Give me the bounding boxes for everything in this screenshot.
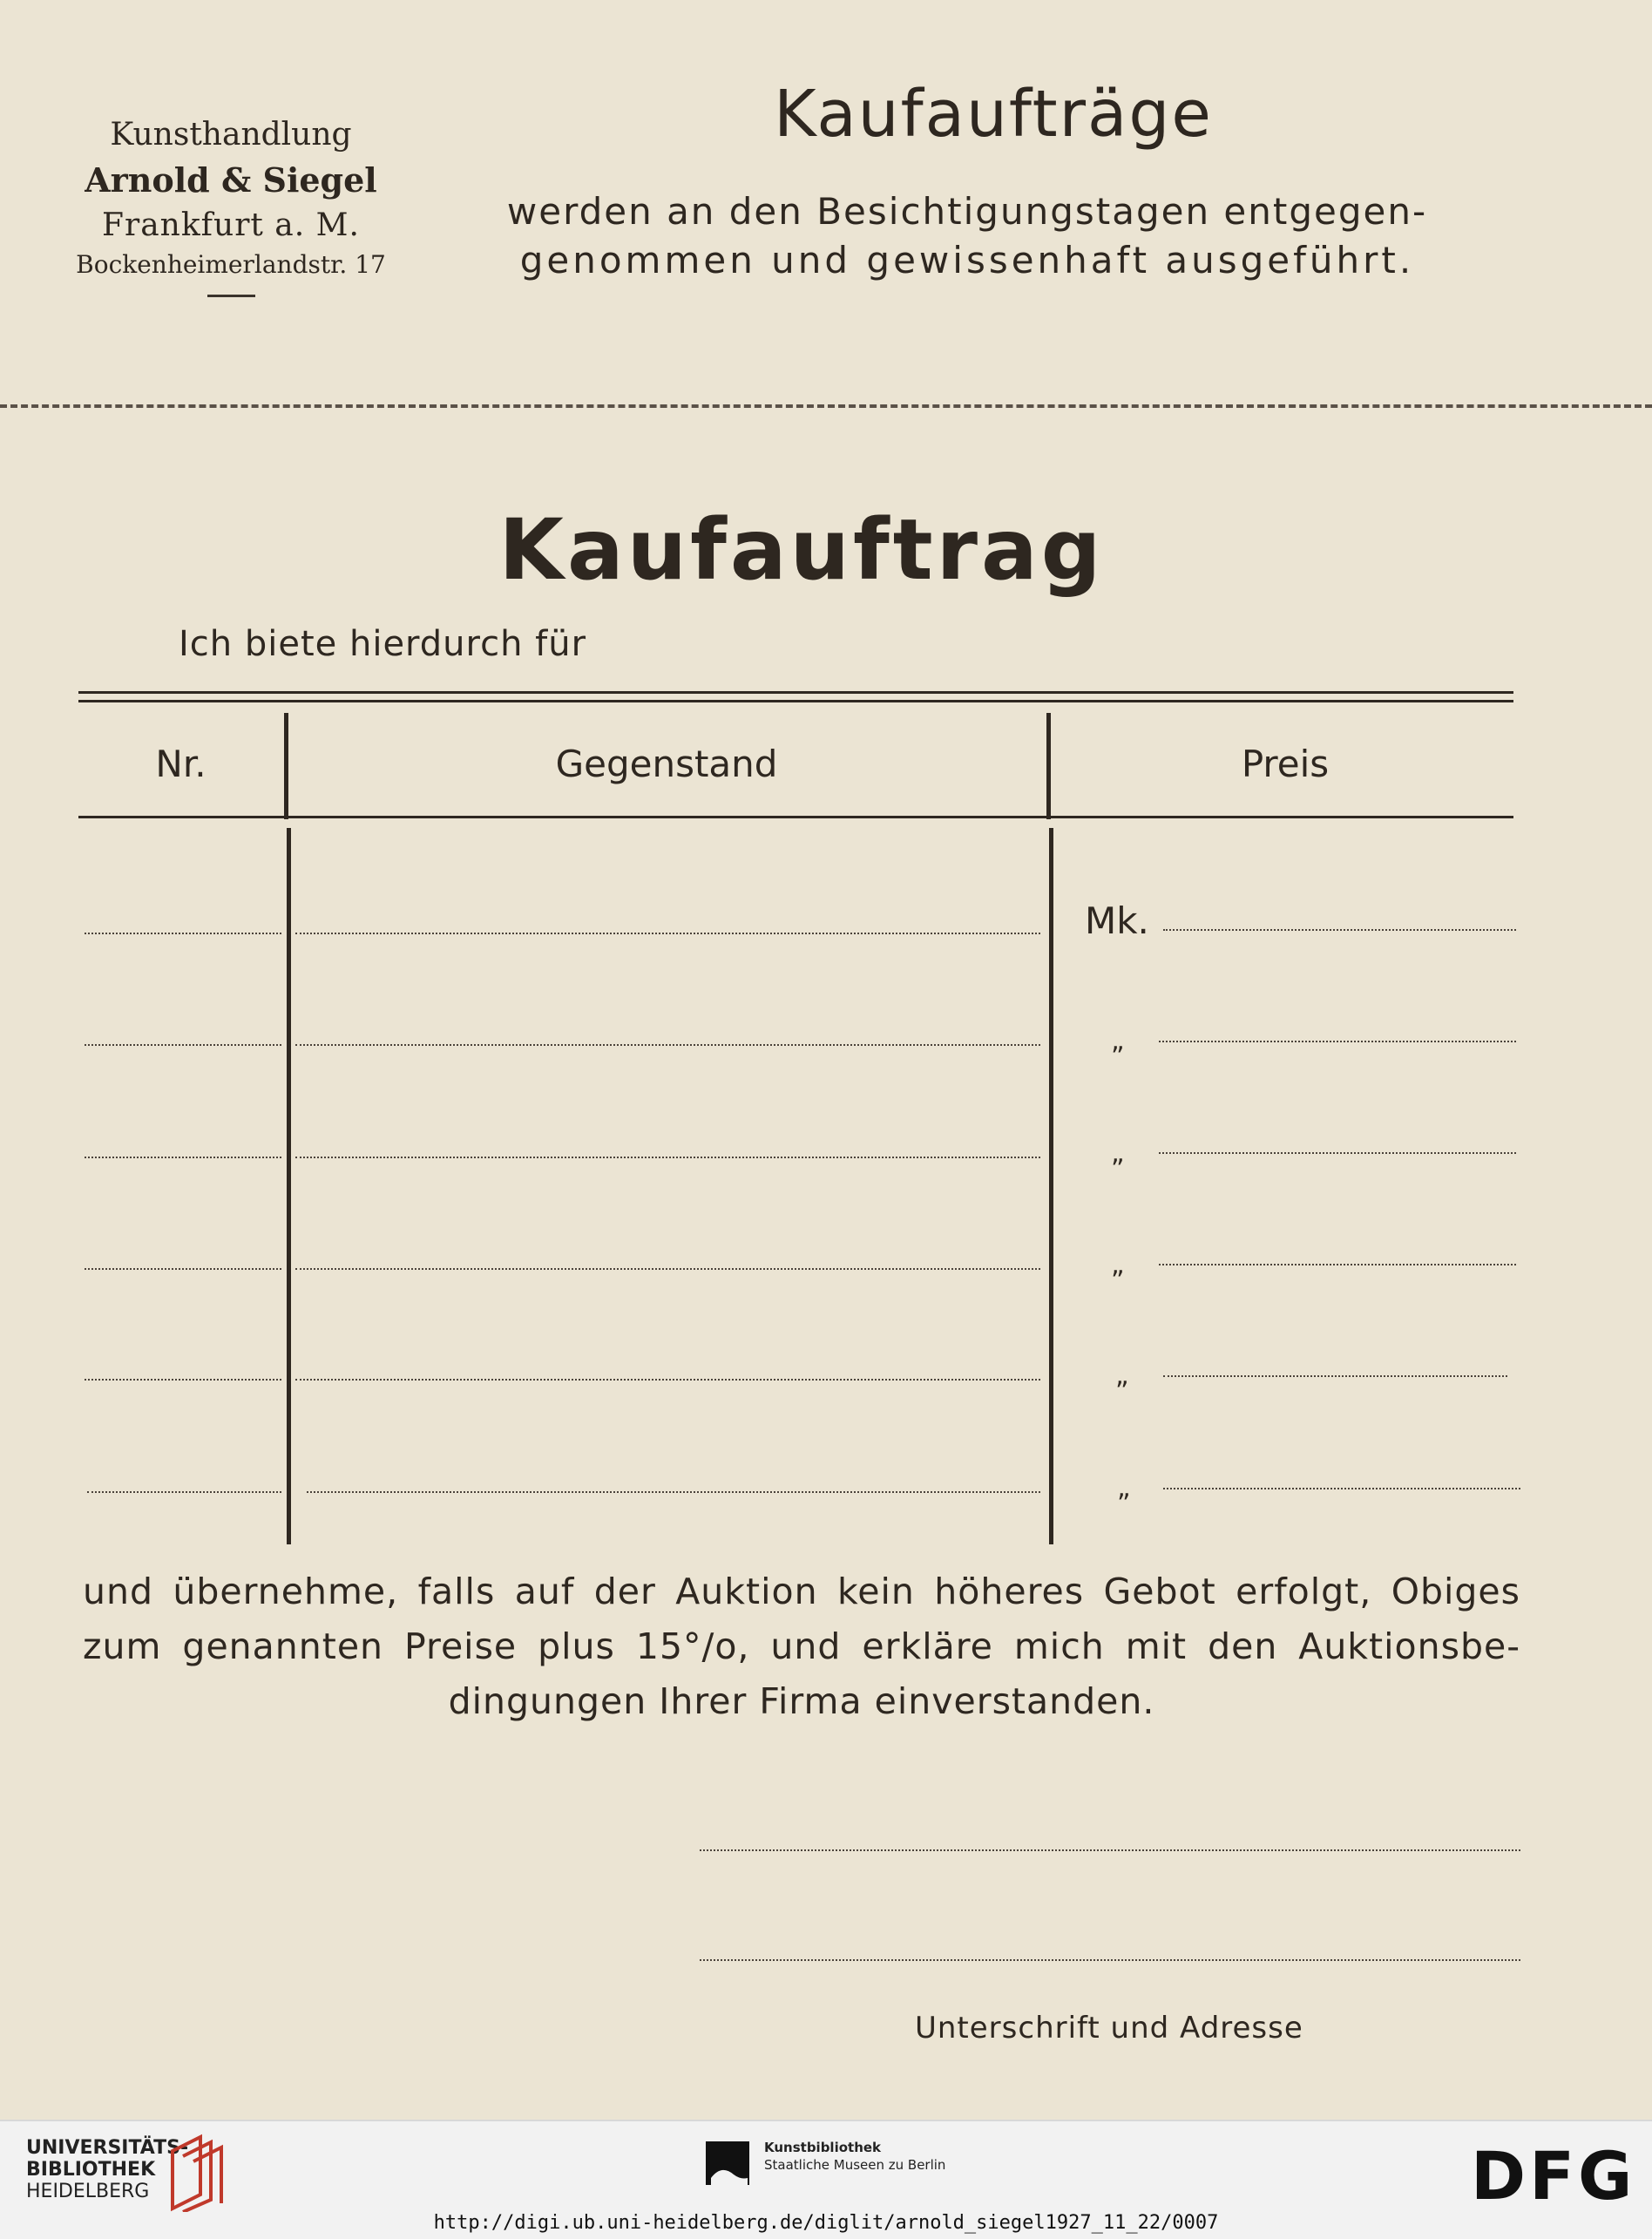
row3-nr-line [85,1157,281,1158]
row5-price-line [1163,1375,1507,1377]
row1-item-line [295,933,1040,934]
table-top-rule-2 [78,700,1513,702]
currency-label: Mk. [1085,899,1149,942]
dealer-name: Arnold & Siegel [85,160,377,200]
row3-item-line [295,1157,1040,1158]
row4-price-line [1159,1264,1516,1265]
terms-line3: dingungen Ihrer Firma einverstanden. [448,1680,1155,1722]
signature-line-1 [700,1849,1520,1851]
orders-title: Kaufaufträge [774,77,1213,152]
column-header-price: Preis [1241,743,1330,785]
dealer-street: Bockenheimerlandstr. 17 [76,249,386,279]
ub-heidelberg-label [26,2137,188,2202]
kunstbibliothek-label [764,2139,945,2174]
row6-price-line [1163,1488,1520,1489]
row6-nr-line [87,1491,281,1493]
terms-line2: zum genannten Preise plus 15°/o, und erkläre mich mit den Auktionsbe- [83,1625,1520,1667]
column-header-item: Gegenstand [555,743,778,785]
form-title: Kaufauftrag [498,501,1105,599]
column-divider-2-body [1049,828,1053,1544]
column-divider-1-body [287,828,291,1544]
dealer-type: Kunsthandlung [110,117,352,153]
row2-price-line [1159,1041,1516,1042]
terms-text [83,1564,1520,1729]
column-divider-1 [284,713,288,819]
terms-line1: und übernehme, falls auf der Auktion kein höheres Gebot erfolgt, Obiges [83,1571,1520,1612]
row3-price-line [1159,1152,1516,1154]
source-url[interactable]: http://digi.ub.uni-heidelberg.de/diglit/arnold_siegel1927_11_22/0007 [433,2212,1219,2234]
row4-ditto-mark: „ [1111,1250,1125,1280]
kb-line2: Staatliche Museen zu Berlin [764,2157,946,2173]
orders-text-line1: werden an den Besichtigungstagen entgegen- [506,190,1428,233]
signature-label: Unterschrift und Adresse [915,2011,1303,2046]
ub-heidelberg-logo-icon [166,2134,232,2212]
row5-ditto-mark: „ [1115,1360,1129,1391]
row6-item-line [307,1491,1040,1493]
cut-line [0,404,1652,408]
signature-line-2 [700,1959,1520,1961]
kunstbibliothek-logo-icon [704,2140,756,2192]
row5-item-line [295,1379,1040,1381]
dfg-logo: DFG [1471,2137,1636,2215]
row4-nr-line [85,1268,281,1270]
ub-line1: UNIVERSITÄTS- [26,2137,189,2159]
ub-line3: HEIDELBERG [26,2181,150,2202]
row1-nr-line [85,933,281,934]
row3-ditto-mark: „ [1111,1138,1125,1169]
row5-nr-line [85,1379,281,1381]
kb-line1: Kunstbibliothek [764,2140,882,2155]
row2-item-line [295,1044,1040,1046]
table-header-rule [78,816,1513,818]
row2-nr-line [85,1044,281,1046]
row4-item-line [295,1268,1040,1270]
table-top-rule [78,691,1513,694]
row6-ditto-mark: „ [1117,1473,1131,1503]
orders-text-line2: genommen und gewissenhaft ausgeführt. [519,239,1415,282]
dealer-divider [207,295,255,297]
row1-price-line [1163,929,1516,931]
dealer-address [52,113,410,282]
form-intro: Ich biete hierdurch für [179,624,587,664]
row2-ditto-mark: „ [1111,1026,1125,1056]
dealer-city: Frankfurt a. M. [102,207,360,243]
column-divider-2 [1046,713,1051,819]
ub-line2: BIBLIOTHEK [26,2159,156,2181]
column-header-nr: Nr. [155,743,206,785]
